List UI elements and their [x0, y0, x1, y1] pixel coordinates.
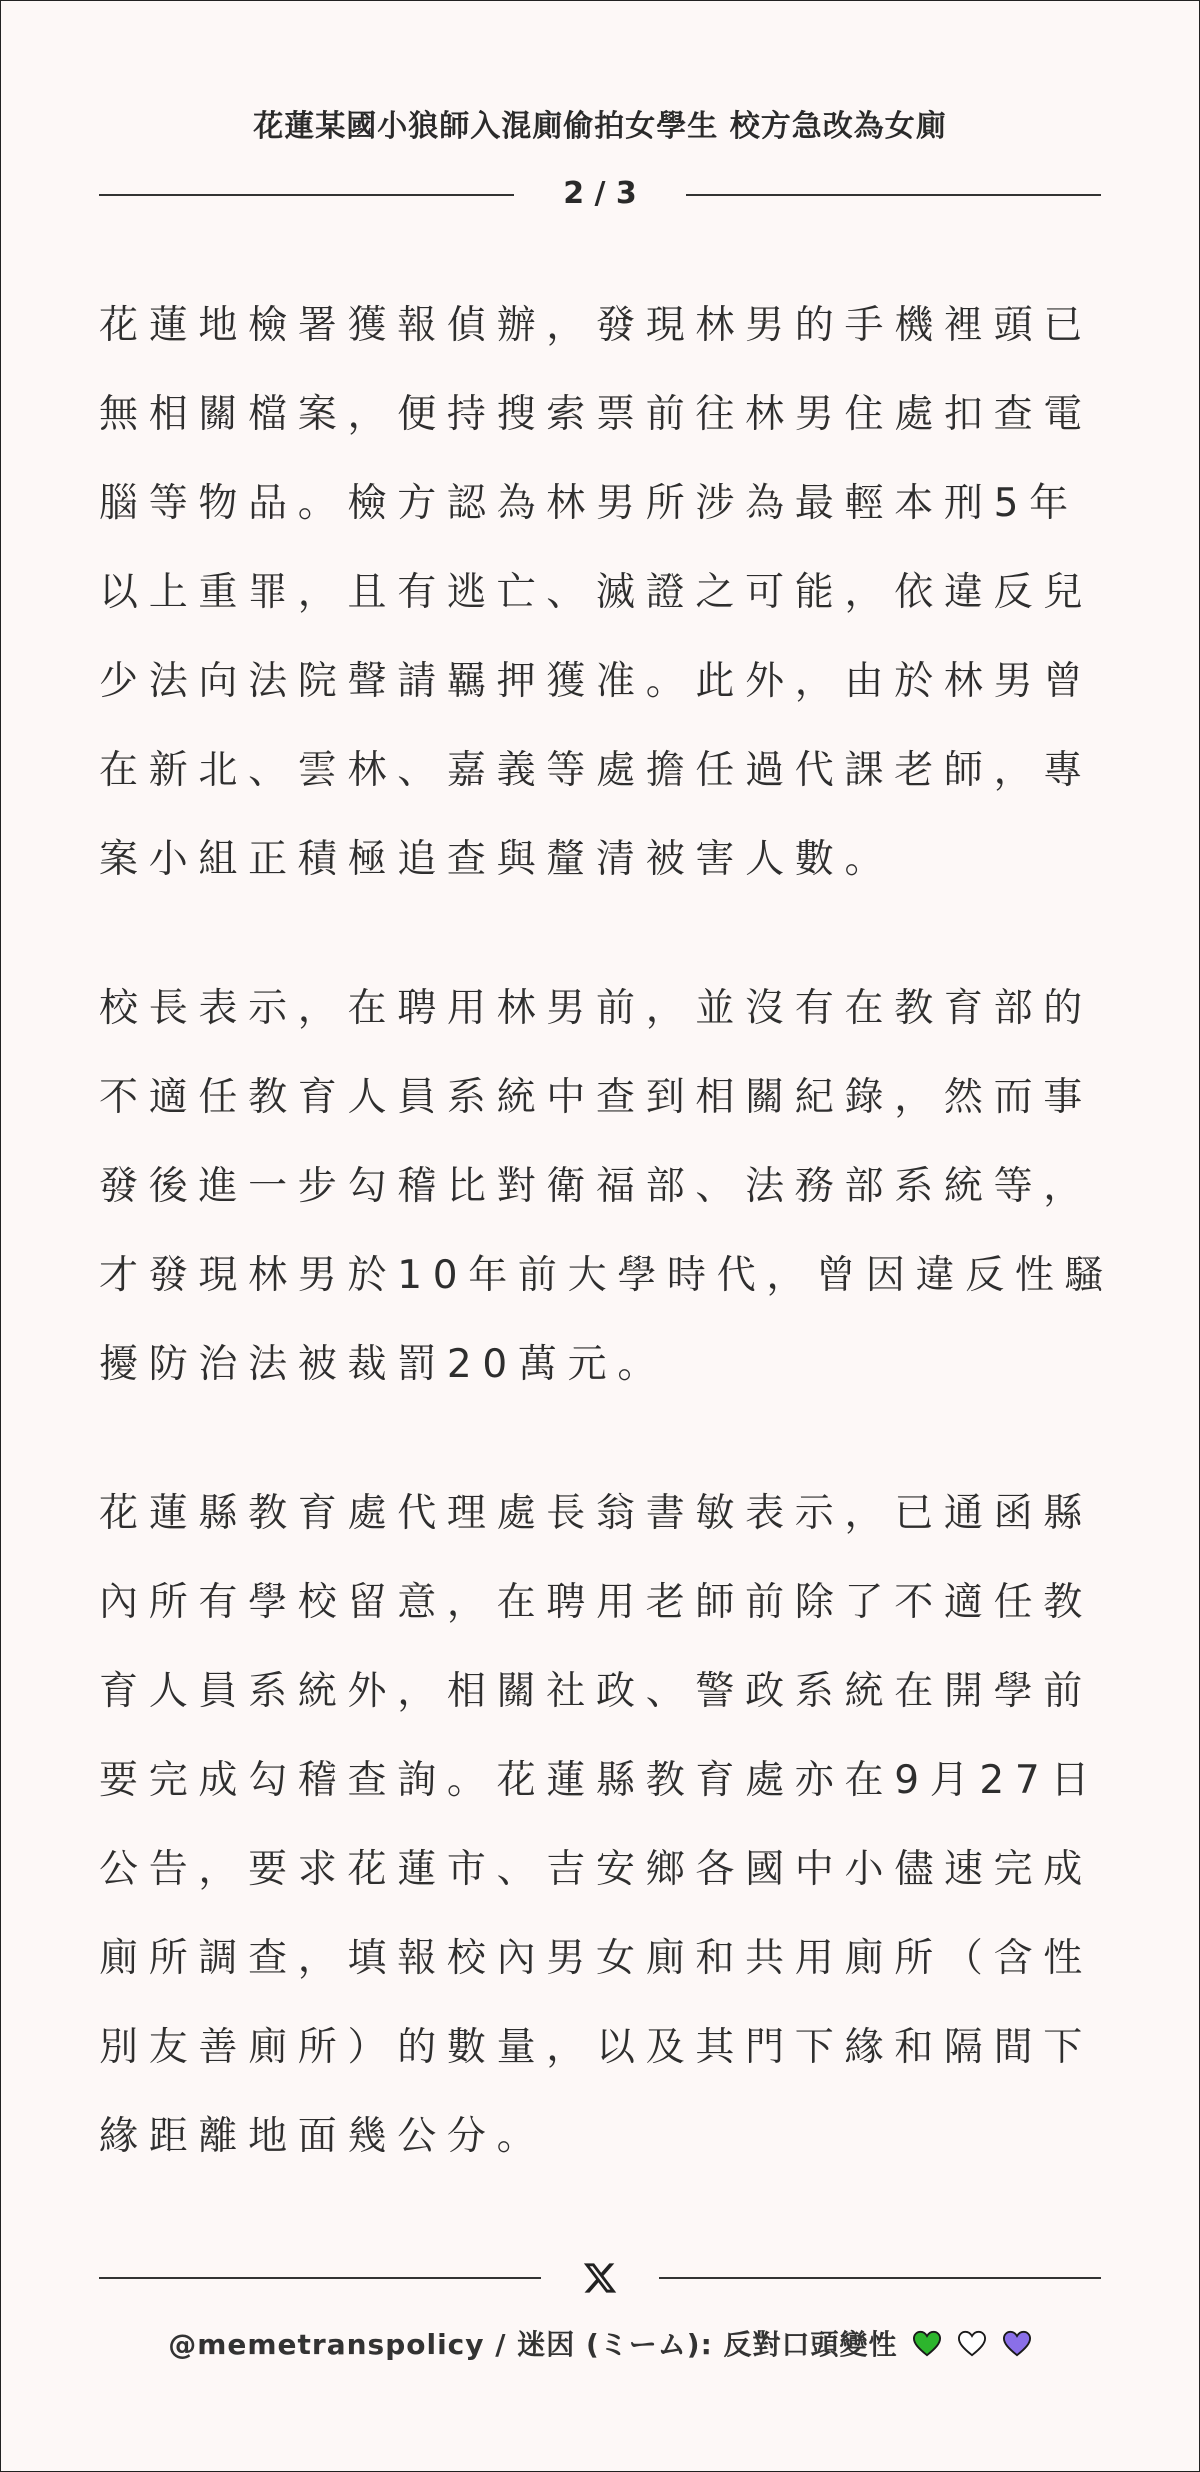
divider-left [99, 194, 514, 196]
pager-row [99, 173, 1101, 215]
text-line: 不適任教育人員系統中查到相關紀錄，然而事 [99, 1075, 1094, 1120]
text-line: 內所有學校留意，在聘用老師前除了不適任教 [99, 1580, 1094, 1625]
footer-divider-row [99, 2256, 1101, 2300]
divider-right [686, 194, 1101, 196]
text-line: 擾防治法被裁罰20萬元。 [99, 1342, 668, 1387]
page-indicator: 2 / 3 [563, 176, 637, 211]
text-line: 腦等物品。檢方認為林男所涉為最輕本刑5年 [99, 481, 1079, 526]
text-line: 要完成勾稽查詢。花蓮縣教育處亦在9月27日 [99, 1758, 1101, 1803]
white-heart-icon [957, 2330, 987, 2358]
purple-heart-icon [1002, 2330, 1032, 2358]
green-heart-icon [912, 2330, 942, 2358]
text-line: 案小組正積極追查與釐清被害人數。 [99, 837, 895, 882]
text-line: 校長表示，在聘用林男前，並沒有在教育部的 [99, 986, 1094, 1031]
article-body [99, 281, 1115, 2241]
text-line: 少法向法院聲請羈押獲准。此外，由於林男曾 [99, 659, 1094, 704]
text-line: 無相關檔案，便持搜索票前往林男住處扣查電 [99, 392, 1094, 437]
text-line: 在新北、雲林、嘉義等處擔任過代課老師，專 [99, 748, 1094, 793]
x-logo-icon[interactable] [582, 2260, 618, 2296]
text-line: 才發現林男於10年前大學時代，曾因違反性騷 [99, 1253, 1115, 1298]
text-line: 發後進一步勾稽比對衛福部、法務部系統等， [99, 1164, 1094, 1209]
text-line: 緣距離地面幾公分。 [99, 2114, 547, 2159]
footer-handle [1, 2323, 1199, 2363]
text-line: 育人員系統外，相關社政、警政系統在開學前 [99, 1669, 1094, 1714]
paragraph-2 [99, 964, 1115, 1409]
text-line: 花蓮地檢署獲報偵辦，發現林男的手機裡頭已 [99, 303, 1094, 348]
footer-divider-left [99, 2277, 541, 2279]
text-line: 以上重罪，且有逃亡、滅證之可能，依違反兒 [99, 570, 1094, 615]
text-line: 公告，要求花蓮市、吉安鄉各國中小儘速完成 [99, 1847, 1094, 1892]
page-title: 花蓮某國小狼師入混廁偷拍女學生 校方急改為女廁 [253, 109, 947, 144]
account-handle[interactable]: @memetranspolicy / 迷因 (ミーム): 反對口頭變性 [168, 2328, 898, 2361]
text-line: 廁所調查，填報校內男女廁和共用廁所（含性 [99, 1936, 1094, 1981]
paragraph-1 [99, 281, 1104, 904]
text-line: 花蓮縣教育處代理處長翁書敏表示，已通函縣 [99, 1491, 1094, 1536]
paragraph-3 [99, 1469, 1104, 2181]
text-line: 別友善廁所）的數量，以及其門下緣和隔間下 [99, 2025, 1094, 2070]
footer-divider-right [659, 2277, 1101, 2279]
